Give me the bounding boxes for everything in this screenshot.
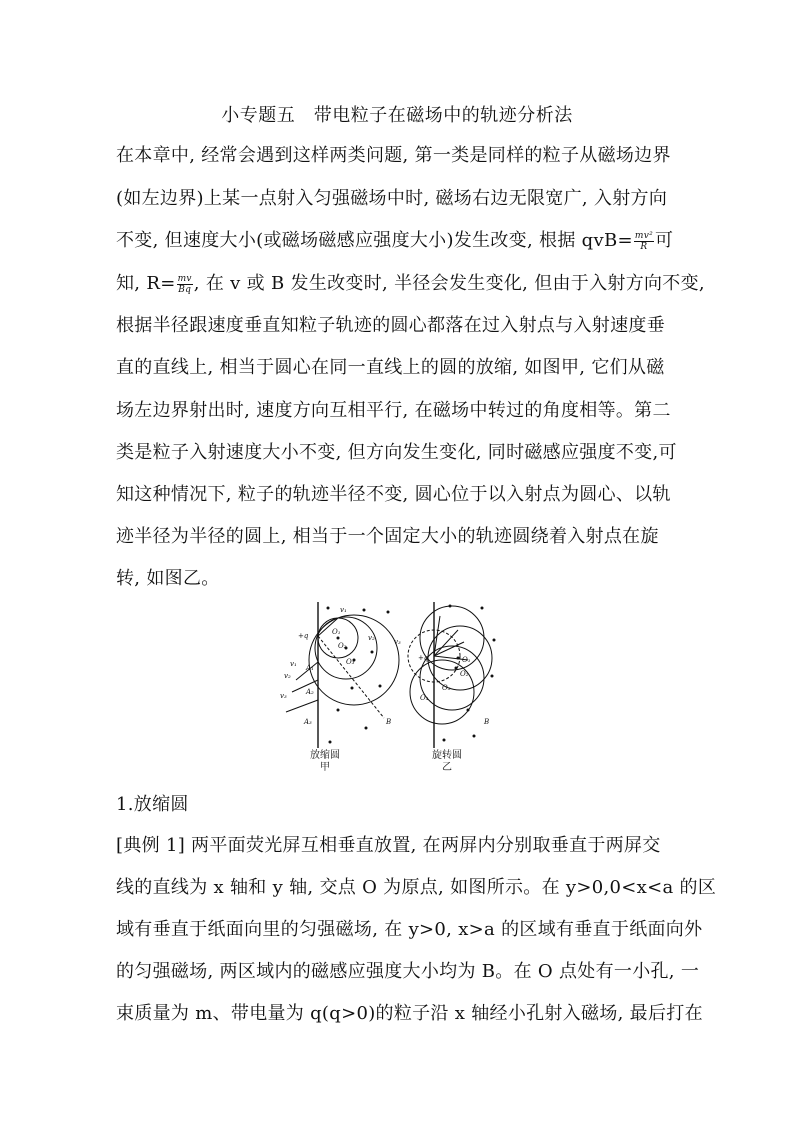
exit-velocity-2	[292, 680, 318, 692]
intro-line-5: 根据半径跟速度垂直知粒子轨迹的圆心都落在过入射点与入射速度垂	[116, 315, 665, 336]
fraction-numerator: mv²	[634, 230, 653, 241]
label-v3-exit: v₃	[280, 692, 287, 700]
label-o1-left: O₁	[332, 628, 341, 636]
intro-line-3	[116, 228, 686, 254]
right-caption-title: 旋转圆	[432, 750, 462, 761]
formula-fraction-mv2-over-r	[634, 231, 654, 252]
left-figure-caption	[300, 750, 350, 774]
example-line-4: 的匀强磁场, 两区域内的磁感应强度大小均为 B。在 O 点处有一小孔, 一	[116, 961, 700, 982]
intro-line-10: 迹半径为半径的圆上, 相当于一个固定大小的轨迹圆绕着入射点在旋	[116, 526, 659, 547]
label-v1-exit: v₁	[290, 660, 297, 668]
label-v1-left: v₁	[340, 606, 347, 614]
intro-line-2: (如左边界)上某一点射入匀强磁场中时, 磁场右边无限宽广, 入射方向	[116, 188, 668, 209]
fraction-denominator: R	[640, 241, 648, 252]
label-o4-right: O₄	[420, 694, 429, 702]
section-heading: 1.放缩圆	[116, 794, 189, 815]
intro-line-1: 在本章中, 经常会遇到这样两类问题, 第一类是同样的粒子从磁场边界	[116, 145, 671, 166]
fraction-denominator: Bq	[178, 284, 192, 295]
label-plus-q-left: +q	[298, 632, 309, 640]
example-line-5: 束质量为 m、带电量为 q(q>0)的粒子沿 x 轴经小孔射入磁场, 最后打在	[116, 1003, 703, 1024]
center-line	[318, 636, 384, 718]
exit-velocity-3	[286, 700, 318, 712]
example-line-2: 线的直线为 x 轴和 y 轴, 交点 O 为原点, 如图所示。在 y>0,0<x<a 的区	[116, 877, 717, 898]
label-v2-exit: v₂	[284, 672, 291, 680]
label-v3-left: v₃	[394, 638, 401, 646]
left-caption-sub: 甲	[320, 762, 330, 773]
intro-line-3-text: 不变, 但速度大小(或磁场磁感应强度大小)发生改变, 根据 qvB=	[116, 230, 633, 251]
rotating-circle-3	[420, 646, 484, 710]
label-o1-right: O₁	[462, 656, 471, 664]
intro-line-7: 场左边界射出时, 速度方向互相平行, 在磁场中转过的角度相等。第二	[116, 400, 671, 421]
intro-line-4-text: 知, R=	[116, 273, 176, 294]
left-caption-title: 放缩圆	[310, 750, 340, 761]
formula-fraction-mv-over-bq	[177, 274, 193, 295]
intro-line-11: 转, 如图乙。	[116, 568, 220, 589]
label-a3: A₃	[304, 718, 312, 726]
example-line-1: [典例 1] 两平面荧光屏互相垂直放置, 在两屏内分别取垂直于两屏交	[116, 835, 661, 856]
intro-line-4	[116, 271, 705, 297]
label-o3-right: O₃	[442, 684, 451, 692]
label-o2-right: O₂	[460, 670, 469, 678]
intro-line-9: 知这种情况下, 粒子的轨迹半径不变, 圆心位于以入射点为圆心、以轨	[116, 484, 671, 505]
fraction-numerator: mv	[177, 273, 192, 284]
label-a2: A₂	[306, 688, 314, 696]
label-v2-left: v₂	[368, 634, 375, 642]
intro-line-4-tail: , 在 v 或 B 发生改变时, 半径会发生变化, 但由于入射方向不变,	[193, 273, 705, 294]
label-o3-left: O₃	[346, 658, 355, 666]
intro-line-6: 直的直线上, 相当于圆心在同一直线上的圆的放缩, 如图甲, 它们从磁	[116, 357, 665, 378]
label-b-left: B	[386, 718, 392, 726]
scaling-circles-diagram	[286, 602, 399, 748]
label-o2-left: O₂	[338, 642, 347, 650]
label-a1: A₁	[306, 664, 314, 672]
rotating-circle-1	[420, 606, 484, 670]
page-title: 小专题五 带电粒子在磁场中的轨迹分析法	[221, 105, 573, 126]
right-caption-sub: 乙	[442, 762, 452, 773]
physics-figure	[276, 600, 526, 780]
intro-line-8: 类是粒子入射速度大小不变, 但方向发生变化, 同时磁感应强度不变,可	[116, 442, 677, 463]
label-b-right: B	[484, 718, 490, 726]
rotating-circles-diagram	[408, 602, 492, 748]
intro-line-3-tail: 可	[655, 230, 674, 251]
right-figure-caption	[422, 750, 472, 774]
label-plus-q-right: +q	[418, 654, 429, 662]
example-line-3: 域有垂直于纸面向里的匀强磁场, 在 y>0, x>a 的区域有垂直于纸面向外	[116, 919, 703, 940]
